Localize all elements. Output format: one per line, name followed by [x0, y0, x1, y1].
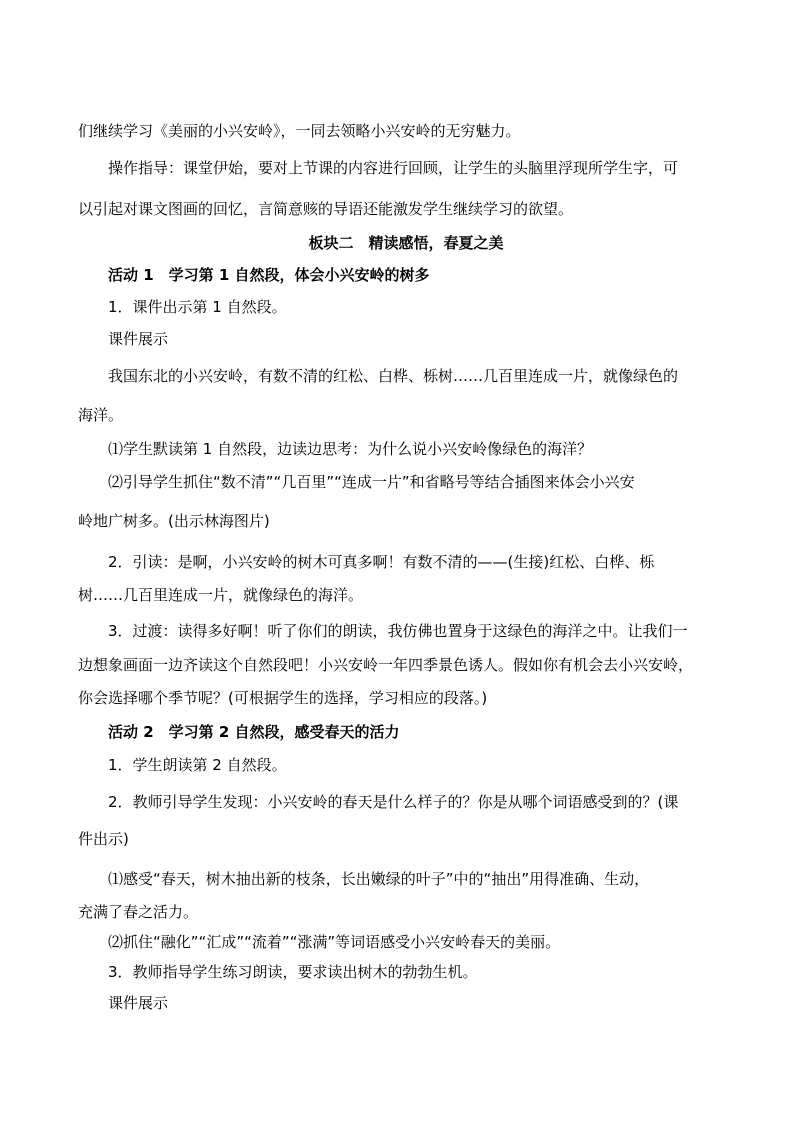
paragraph-line: 我国东北的小兴安岭，有数不清的红松、白桦、栎树……几百里连成一片，就像绿色的	[78, 367, 679, 385]
paragraph-line: ⑴学生默读第 1 自然段，边读边思考：为什么说小兴安岭像绿色的海洋？	[78, 440, 593, 458]
activity-heading: 活动 1 学习第 1 自然段，体会小兴安岭的树多	[78, 266, 430, 284]
paragraph-line: 你会选择哪个季节呢？(可根据学生的选择，学习相应的段落。)	[78, 689, 488, 707]
paragraph-line: 件出示)	[78, 830, 129, 848]
paragraph-line: ⑵抓住“融化”“汇成”“流着”“涨满”等词语感受小兴安岭春天的美丽。	[78, 933, 561, 951]
activity-heading: 活动 2 学习第 2 自然段，感受春天的活力	[78, 723, 400, 741]
paragraph-line: 树……几百里连成一片，就像绿色的海洋。	[78, 586, 364, 604]
paragraph-line: ⑴感受“春天，树木抽出新的枝条，长出嫩绿的叶子”中的“抽出”用得准确、生动，	[78, 870, 650, 888]
paragraph-line: 操作指导：课堂伊始，要对上节课的内容进行回顾，让学生的头脑里浮现所学生字，可	[78, 159, 679, 177]
paragraph-line: 1．课件出示第 1 自然段。	[78, 298, 287, 316]
paragraph-line: 们继续学习《美丽的小兴安岭》，一同去领略小兴安岭的无穷魅力。	[78, 122, 521, 140]
courseware-label: 课件展示	[78, 994, 169, 1012]
paragraph-line: 2．教师引导学生发现：小兴安岭的春天是什么样子的？你是从哪个词语感受到的？(课	[78, 793, 679, 811]
paragraph-line: 以引起对课文图画的回忆，言简意赅的导语还能激发学生继续学习的欲望。	[78, 200, 574, 218]
paragraph-line: 岭地广树多。(出示林海图片)	[78, 512, 270, 530]
paragraph-line: 边想象画面一边齐读这个自然段吧！小兴安岭一年四季景色诱人。假如你有机会去小兴安岭，	[78, 656, 694, 674]
paragraph-line: 1．学生朗读第 2 自然段。	[78, 756, 287, 774]
section-heading: 板块二 精读感悟，春夏之美	[308, 234, 504, 252]
courseware-label: 课件展示	[78, 330, 169, 348]
paragraph-line: 充满了春之活力。	[78, 903, 199, 921]
paragraph-line: 3．过渡：读得多好啊！听了你们的朗读，我仿佛也置身于这绿色的海洋之中。让我们一	[78, 622, 688, 640]
paragraph-line: 海洋。	[78, 406, 124, 424]
paragraph-line: 2．引读：是啊，小兴安岭的树木可真多啊！有数不清的——(生接)红松、白桦、栎	[78, 553, 655, 571]
paragraph-line: ⑵引导学生抓住“数不清”“几百里”“连成一片”和省略号等结合插图来体会小兴安	[78, 473, 635, 491]
paragraph-line: 3．教师指导学生练习朗读，要求读出树木的勃勃生机。	[78, 963, 478, 981]
